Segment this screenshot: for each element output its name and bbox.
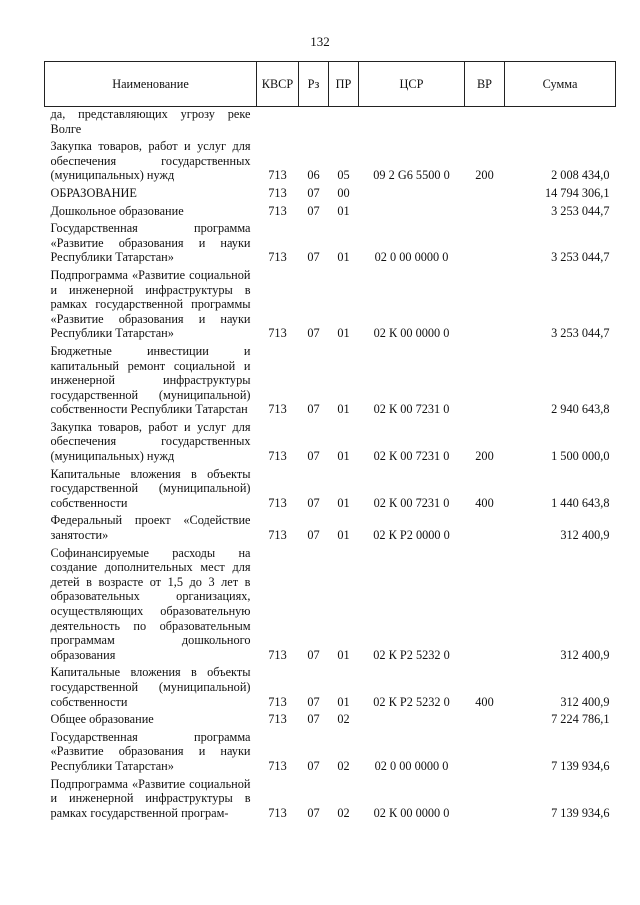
budget-table (44, 61, 616, 822)
row-kvsr-cell: 713 (268, 647, 287, 662)
row-vr-cell (465, 107, 505, 139)
row-kvsr-cell: 713 (268, 805, 287, 820)
row-name-cell: Капитальные вложения в объекты государственной (муниципальной) собственности (50, 466, 251, 510)
table-row (45, 729, 616, 776)
row-vr-cell (465, 267, 505, 343)
row-vr-cell (465, 220, 505, 267)
row-name-cell: Подпрограмма «Развитие социальной и инженерной инфраструктуры в рамках государственной программы «Развитие образования и науки Республики Татарстан» (50, 267, 251, 341)
row-kvsr-cell: 713 (268, 449, 287, 464)
row-kvsr-cell: 713 (268, 168, 287, 183)
row-sum-cell: 7 139 934,6 (551, 758, 610, 773)
row-rz-cell: 07 (307, 449, 320, 464)
table-body (45, 107, 616, 823)
table-row (45, 776, 616, 823)
row-rz-cell: 06 (307, 168, 320, 183)
table-row (45, 664, 616, 711)
row-kvsr-cell: 713 (268, 185, 287, 200)
row-rz-cell: 07 (307, 250, 320, 265)
table-row (45, 545, 616, 665)
row-csr-cell: 02 К P2 5232 0 (373, 694, 450, 709)
row-vr-cell (465, 776, 505, 823)
table-row (45, 267, 616, 343)
row-kvsr-cell: 713 (268, 326, 287, 341)
header-csr: ЦСР (359, 62, 465, 107)
row-rz-cell: 07 (307, 203, 320, 218)
row-csr-cell: 02 0 00 0000 0 (374, 250, 449, 265)
row-kvsr-cell: 713 (268, 495, 287, 510)
row-pr-cell: 02 (337, 712, 350, 727)
row-sum-cell: 7 139 934,6 (551, 805, 610, 820)
row-rz-cell: 07 (307, 712, 320, 727)
row-pr-cell: 01 (337, 528, 350, 543)
row-sum-cell: 3 253 044,7 (551, 326, 610, 341)
row-rz-cell (299, 107, 329, 139)
header-sum: Сумма (505, 62, 616, 107)
row-pr-cell: 01 (337, 203, 350, 218)
table-row (45, 512, 616, 544)
row-vr-cell: 200 (475, 449, 494, 464)
row-rz-cell: 07 (307, 647, 320, 662)
row-name-cell: Капитальные вложения в объекты государственной (муниципальной) собственности (50, 665, 251, 709)
row-csr-cell (359, 203, 465, 221)
row-pr-cell: 05 (337, 168, 350, 183)
row-pr-cell: 01 (337, 402, 350, 417)
row-name-cell: Дошкольное образование (50, 203, 184, 218)
row-sum-cell: 3 253 044,7 (551, 250, 610, 265)
row-name-cell: Софинансируемые расходы на создание дополнительных мест для детей в возрасте от 1,5 до 3 лет в образовательных организациях, осуществляющих образовательную деятельность по образовательным программам дошкольного образования (50, 545, 251, 662)
header-pr: ПР (329, 62, 359, 107)
row-kvsr-cell (257, 107, 299, 139)
row-name-cell: Федеральный проект «Содействие занятости» (50, 513, 251, 543)
header-kvsr: КВСР (257, 62, 299, 107)
row-csr-cell: 02 К P2 5232 0 (373, 647, 450, 662)
row-pr-cell (329, 107, 359, 139)
row-pr-cell: 01 (337, 495, 350, 510)
row-pr-cell: 02 (337, 805, 350, 820)
row-rz-cell: 07 (307, 694, 320, 709)
row-rz-cell: 07 (307, 402, 320, 417)
row-pr-cell: 00 (337, 185, 350, 200)
row-vr-cell (465, 711, 505, 729)
table-row (45, 107, 616, 139)
table-row (45, 466, 616, 513)
header-vr: ВР (465, 62, 505, 107)
row-csr-cell (359, 185, 465, 203)
row-vr-cell (465, 545, 505, 665)
row-sum-cell: 1 500 000,0 (551, 449, 610, 464)
table-row (45, 419, 616, 466)
row-vr-cell: 400 (475, 495, 494, 510)
row-rz-cell: 07 (307, 326, 320, 341)
row-vr-cell: 200 (475, 168, 494, 183)
row-pr-cell: 02 (337, 758, 350, 773)
table-row (45, 220, 616, 267)
row-csr-cell: 02 К 00 0000 0 (373, 326, 450, 341)
row-kvsr-cell: 713 (268, 402, 287, 417)
table-header (45, 62, 616, 107)
row-name-cell: да, представляющих угрозу реке Волге (50, 107, 251, 136)
row-kvsr-cell: 713 (268, 528, 287, 543)
table-row (45, 343, 616, 419)
row-csr-cell (359, 711, 465, 729)
row-csr-cell: 02 К P2 0000 0 (373, 528, 450, 543)
row-name-cell: Государственная программа «Развитие образования и науки Республики Татарстан» (50, 729, 251, 773)
row-sum-cell: 312 400,9 (560, 694, 610, 709)
row-name-cell: Общее образование (50, 712, 154, 727)
page-number: 132 (310, 34, 330, 49)
table-row (45, 203, 616, 221)
row-sum-cell (505, 107, 616, 139)
row-sum-cell: 7 224 786,1 (551, 712, 610, 727)
row-pr-cell: 01 (337, 694, 350, 709)
row-csr-cell (359, 107, 465, 139)
row-rz-cell: 07 (307, 495, 320, 510)
row-vr-cell: 400 (475, 694, 494, 709)
row-sum-cell: 1 440 643,8 (551, 495, 610, 510)
header-rz: Рз (299, 62, 329, 107)
row-csr-cell: 02 К 00 7231 0 (373, 402, 450, 417)
row-vr-cell (465, 203, 505, 221)
row-name-cell: ОБРАЗОВАНИЕ (50, 185, 137, 200)
row-pr-cell: 01 (337, 647, 350, 662)
row-sum-cell: 312 400,9 (560, 647, 610, 662)
row-name-cell: Подпрограмма «Развитие социальной и инженерной инфраструктуры в рамках государственной програм- (50, 776, 251, 820)
row-name-cell: Закупка товаров, работ и услуг для обеспечения государственных (муниципальных) нужд (50, 419, 251, 464)
table-row (45, 138, 616, 185)
row-csr-cell: 09 2 G6 5500 0 (373, 168, 450, 183)
row-vr-cell (465, 343, 505, 419)
row-rz-cell: 07 (307, 758, 320, 773)
row-kvsr-cell: 713 (268, 712, 287, 727)
row-vr-cell (465, 512, 505, 544)
row-sum-cell: 2 940 643,8 (551, 402, 610, 417)
row-name-cell: Бюджетные инвестиции и капитальный ремонт социальной и инженерной инфраструктуры государственной (муниципальной) собственности Республики Татарстан (50, 343, 251, 417)
row-kvsr-cell: 713 (268, 694, 287, 709)
row-csr-cell: 02 К 00 7231 0 (373, 449, 450, 464)
row-vr-cell (465, 185, 505, 203)
row-rz-cell: 07 (307, 528, 320, 543)
row-rz-cell: 07 (307, 185, 320, 200)
table-row (45, 711, 616, 729)
row-csr-cell: 02 0 00 0000 0 (374, 758, 449, 773)
row-rz-cell: 07 (307, 805, 320, 820)
row-pr-cell: 01 (337, 250, 350, 265)
row-pr-cell: 01 (337, 326, 350, 341)
row-sum-cell: 312 400,9 (560, 528, 610, 543)
row-csr-cell: 02 К 00 7231 0 (373, 495, 450, 510)
row-sum-cell: 14 794 306,1 (544, 185, 610, 200)
row-sum-cell: 3 253 044,7 (551, 203, 610, 218)
row-kvsr-cell: 713 (268, 758, 287, 773)
row-vr-cell (465, 729, 505, 776)
table-row (45, 185, 616, 203)
row-pr-cell: 01 (337, 449, 350, 464)
row-name-cell: Закупка товаров, работ и услуг для обеспечения государственных (муниципальных) нужд (50, 139, 251, 183)
row-kvsr-cell: 713 (268, 250, 287, 265)
row-sum-cell: 2 008 434,0 (551, 168, 610, 183)
row-name-cell: Государственная программа «Развитие образования и науки Республики Татарстан» (50, 221, 251, 265)
header-name: Наименование (45, 62, 257, 107)
row-kvsr-cell: 713 (268, 203, 287, 218)
row-csr-cell: 02 К 00 0000 0 (373, 805, 450, 820)
